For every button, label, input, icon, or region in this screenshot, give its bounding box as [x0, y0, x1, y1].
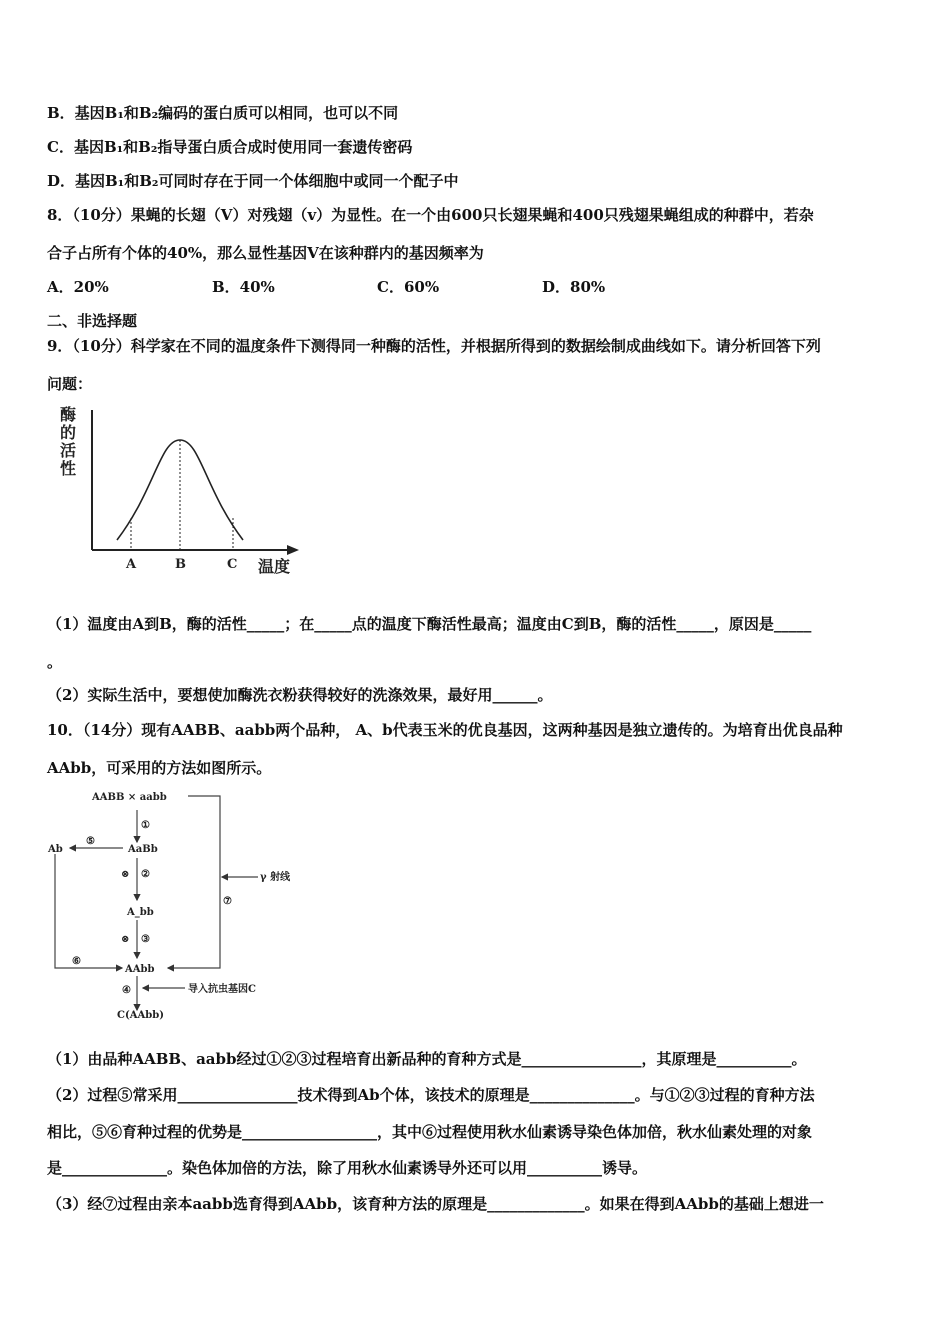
- q9-line2: 问题：: [47, 375, 93, 393]
- y-label: 酶: [60, 405, 77, 424]
- selfing-symbol: ⊗: [121, 869, 130, 880]
- q9-sub1-end: 。: [47, 653, 63, 671]
- q10-sub2-cont: 相比，⑤⑥育种过程的优势是__________________，其中⑥过程使用秋水仙素诱导染色体加倍，秋水仙素处理的对象: [47, 1123, 813, 1141]
- y-label: 活: [60, 441, 77, 460]
- q8-option-c: C．60%: [377, 278, 440, 296]
- q8-line1: 8．（10分）果蝇的长翅（V）对残翅（v）为显性。在一个由600只长翅果蝇和400只残翅果蝇组成的种群中，若杂: [47, 206, 814, 224]
- section-heading: 二、非选择题: [47, 312, 138, 330]
- final: C(AAbb): [117, 1010, 164, 1021]
- gene-label: 导入抗虫基因C: [188, 984, 256, 995]
- haploid: Ab: [48, 844, 63, 855]
- target: AAbb: [125, 964, 155, 975]
- q10-line1: 10．（14分）现有AABB、aabb两个品种， A、b代表玉米的优良基因，这两种基因是独立遗传的。为培育出优良品种: [47, 721, 843, 739]
- q10-sub2: （2）过程⑤常采用________________技术得到Ab个体，该技术的原理是______________。与①②③过程的育种方法: [47, 1086, 815, 1104]
- ray-label: γ 射线: [260, 872, 291, 883]
- q7-option-c: C．基因B₁和B₂指导蛋白质合成时使用同一套遗传密码: [47, 138, 413, 156]
- q10-sub3: （3）经⑦过程由亲本aabb选育得到AAbb，该育种方法的原理是_____________。如果在得到AAbb的基础上想进一: [47, 1195, 824, 1213]
- y-label: 的: [60, 423, 77, 442]
- q8-option-b: B．40%: [212, 278, 275, 296]
- step-7: ⑦: [223, 896, 232, 907]
- f2: A_bb: [127, 907, 154, 918]
- q7-option-d: D．基因B₁和B₂可同时存在于同一个体细胞中或同一个配子中: [47, 172, 459, 190]
- point-a: A: [126, 557, 137, 572]
- step-6: ⑥: [72, 956, 81, 967]
- step-5: ⑤: [86, 836, 95, 847]
- step-2: ②: [141, 869, 150, 880]
- q10-line2: AAbb，可采用的方法如图所示。: [47, 759, 272, 777]
- q8-option-a: A．20%: [47, 278, 109, 296]
- q8-option-d: D．80%: [542, 278, 606, 296]
- parents: AABB × aabb: [92, 792, 167, 803]
- point-c: C: [227, 557, 238, 572]
- breeding-diagram: [40, 780, 300, 1030]
- step-4: ④: [122, 985, 131, 996]
- q9-sub1: （1）温度由A到B，酶的活性_____；在_____点的温度下酶活性最高；温度由C到B，酶的活性_____，原因是_____: [47, 615, 812, 633]
- step-1: ①: [141, 820, 150, 831]
- selfing-symbol: ⊗: [121, 934, 130, 945]
- q9-sub2: （2）实际生活中，要想使加酶洗衣粉获得较好的洗涤效果，最好用______。: [47, 686, 553, 704]
- q7-option-b: B．基因B₁和B₂编码的蛋白质可以相同，也可以不同: [47, 104, 399, 122]
- x-axis-arrow: [287, 545, 299, 555]
- enzyme-activity-figure: [55, 400, 315, 580]
- q10-sub2-end: 是______________。染色体加倍的方法，除了用秋水仙素诱导外还可以用__________诱导。: [47, 1159, 648, 1177]
- q8-line2: 合子占所有个体的40%，那么显性基因V在该种群内的基因频率为: [47, 244, 484, 262]
- point-b: B: [175, 557, 186, 572]
- q9-line1: 9．（10分）科学家在不同的温度条件下测得同一种酶的活性，并根据所得到的数据绘制成曲线如下。请分析回答下列: [47, 337, 821, 355]
- f1: AaBb: [128, 844, 158, 855]
- q10-sub1: （1）由品种AABB、aabb经过①②③过程培育出新品种的育种方式是________________，其原理是__________。: [47, 1050, 807, 1068]
- step-3: ③: [141, 934, 150, 945]
- x-label: 温度: [258, 557, 291, 576]
- y-label: 性: [60, 459, 77, 478]
